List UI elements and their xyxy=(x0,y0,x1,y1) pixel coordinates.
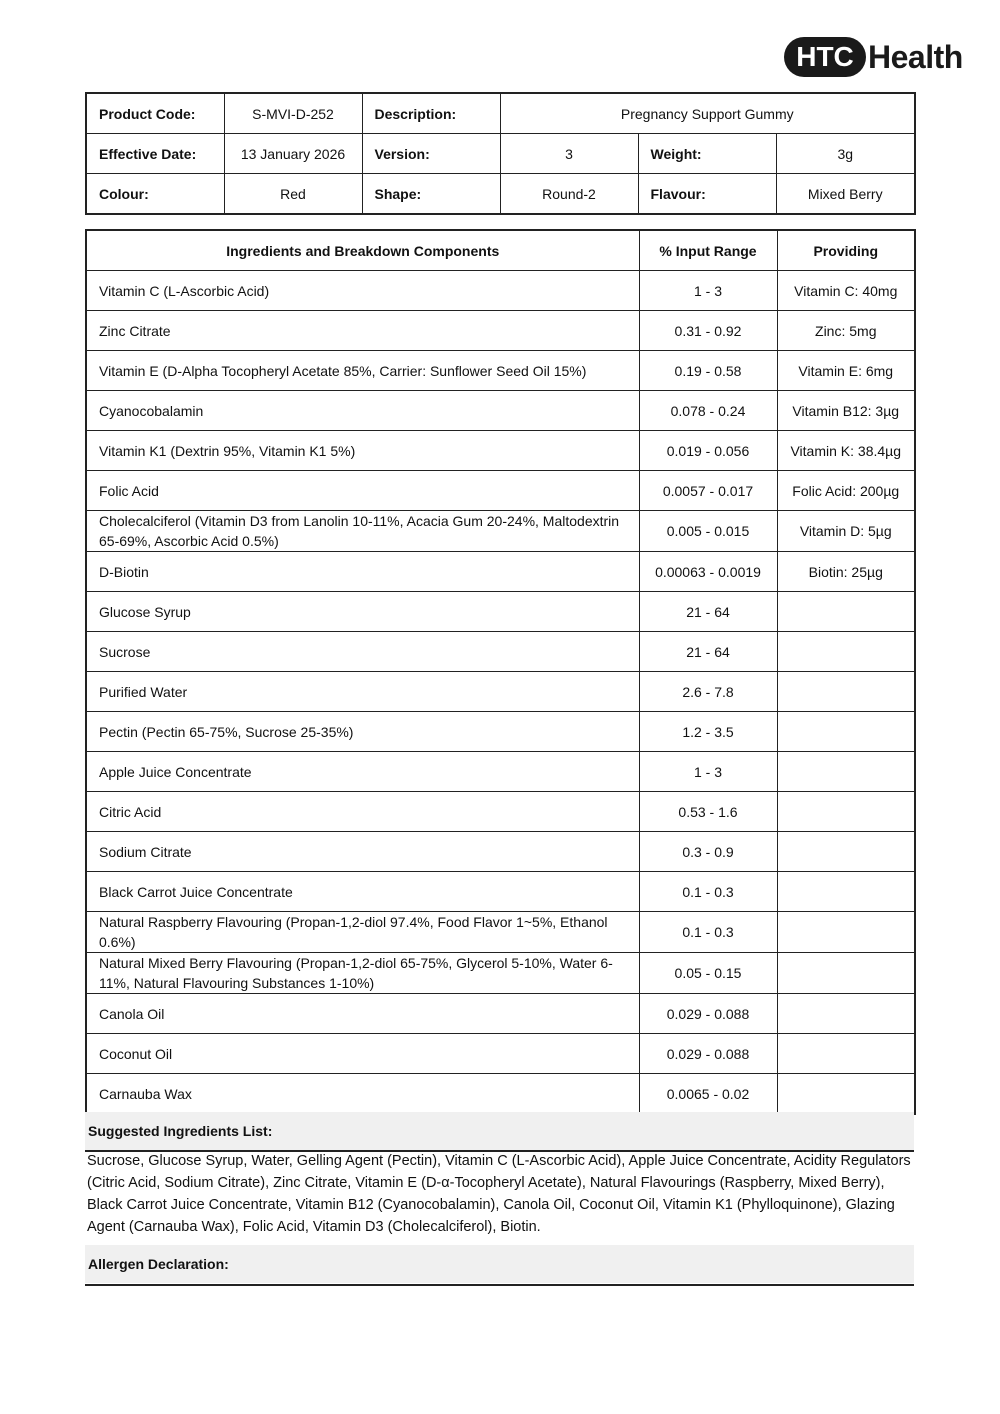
colour-label: Colour: xyxy=(86,174,224,215)
table-row xyxy=(86,471,915,511)
input-range-cell: 0.005 - 0.015 xyxy=(639,511,777,552)
providing-cell xyxy=(777,592,915,632)
table-row xyxy=(86,953,915,994)
input-range-cell: 2.6 - 7.8 xyxy=(639,672,777,712)
ingredient-name-cell: Vitamin C (L-Ascorbic Acid) xyxy=(86,271,639,311)
ingredient-name-cell: Natural Raspberry Flavouring (Propan-1,2-diol 97.4%, Food Flavor 1~5%, Ethanol 0.6%) xyxy=(86,912,639,953)
version-value: 3 xyxy=(500,134,638,174)
providing-cell xyxy=(777,1034,915,1074)
input-range-cell: 0.00063 - 0.0019 xyxy=(639,552,777,592)
column-header-ingredients: Ingredients and Breakdown Components xyxy=(86,230,639,271)
colour-value: Red xyxy=(224,174,362,215)
htc-health-logo xyxy=(784,36,963,78)
table-row xyxy=(86,311,915,351)
ingredients-header-row xyxy=(86,230,915,271)
providing-cell: Folic Acid: 200µg xyxy=(777,471,915,511)
info-row-1 xyxy=(86,93,915,134)
table-row xyxy=(86,912,915,953)
shape-value: Round-2 xyxy=(500,174,638,215)
input-range-cell: 0.31 - 0.92 xyxy=(639,311,777,351)
table-row xyxy=(86,552,915,592)
input-range-cell: 0.029 - 0.088 xyxy=(639,994,777,1034)
column-header-input-range: % Input Range xyxy=(639,230,777,271)
ingredient-name-cell: Carnauba Wax xyxy=(86,1074,639,1115)
providing-cell xyxy=(777,912,915,953)
table-row xyxy=(86,391,915,431)
table-row xyxy=(86,592,915,632)
providing-cell: Biotin: 25µg xyxy=(777,552,915,592)
weight-value: 3g xyxy=(776,134,915,174)
ingredient-name-cell: Vitamin E (D-Alpha Tocopheryl Acetate 85%, Carrier: Sunflower Seed Oil 15%) xyxy=(86,351,639,391)
ingredient-name-cell: Sucrose xyxy=(86,632,639,672)
providing-cell xyxy=(777,953,915,994)
providing-cell xyxy=(777,712,915,752)
providing-cell xyxy=(777,994,915,1034)
providing-cell: Vitamin K: 38.4µg xyxy=(777,431,915,471)
ingredient-name-cell: Vitamin K1 (Dextrin 95%, Vitamin K1 5%) xyxy=(86,431,639,471)
product-code-value: S-MVI-D-252 xyxy=(224,93,362,134)
column-header-providing: Providing xyxy=(777,230,915,271)
table-row xyxy=(86,832,915,872)
info-row-2 xyxy=(86,134,915,174)
input-range-cell: 1.2 - 3.5 xyxy=(639,712,777,752)
input-range-cell: 0.0057 - 0.017 xyxy=(639,471,777,511)
providing-cell: Vitamin C: 40mg xyxy=(777,271,915,311)
providing-cell xyxy=(777,792,915,832)
providing-cell xyxy=(777,1074,915,1115)
weight-label: Weight: xyxy=(638,134,776,174)
input-range-cell: 0.1 - 0.3 xyxy=(639,872,777,912)
description-label: Description: xyxy=(362,93,500,134)
ingredient-name-cell: Citric Acid xyxy=(86,792,639,832)
ingredient-name-cell: Cyanocobalamin xyxy=(86,391,639,431)
ingredient-name-cell: D-Biotin xyxy=(86,552,639,592)
ingredient-name-cell: Folic Acid xyxy=(86,471,639,511)
providing-cell: Vitamin D: 5µg xyxy=(777,511,915,552)
allergen-declaration-heading: Allergen Declaration: xyxy=(85,1245,914,1283)
ingredient-name-cell: Sodium Citrate xyxy=(86,832,639,872)
table-row xyxy=(86,672,915,712)
providing-cell xyxy=(777,752,915,792)
info-row-3 xyxy=(86,174,915,215)
ingredients-body xyxy=(86,271,915,1115)
table-row xyxy=(86,1034,915,1074)
table-row xyxy=(86,271,915,311)
ingredient-name-cell: Black Carrot Juice Concentrate xyxy=(86,872,639,912)
input-range-cell: 0.0065 - 0.02 xyxy=(639,1074,777,1115)
logo-wordmark: Health xyxy=(868,38,963,75)
section-divider xyxy=(85,1284,914,1286)
input-range-cell: 0.05 - 0.15 xyxy=(639,953,777,994)
input-range-cell: 21 - 64 xyxy=(639,592,777,632)
input-range-cell: 21 - 64 xyxy=(639,632,777,672)
ingredient-name-cell: Canola Oil xyxy=(86,994,639,1034)
providing-cell xyxy=(777,672,915,712)
input-range-cell: 0.3 - 0.9 xyxy=(639,832,777,872)
version-label: Version: xyxy=(362,134,500,174)
suggested-ingredients-heading: Suggested Ingredients List: xyxy=(85,1112,914,1150)
providing-cell: Vitamin B12: 3µg xyxy=(777,391,915,431)
input-range-cell: 0.078 - 0.24 xyxy=(639,391,777,431)
table-row xyxy=(86,872,915,912)
ingredients-table xyxy=(85,229,916,1115)
table-row xyxy=(86,351,915,391)
product-code-label: Product Code: xyxy=(86,93,224,134)
ingredient-name-cell: Coconut Oil xyxy=(86,1034,639,1074)
input-range-cell: 0.1 - 0.3 xyxy=(639,912,777,953)
providing-cell xyxy=(777,872,915,912)
ingredient-name-cell: Cholecalciferol (Vitamin D3 from Lanolin 10-11%, Acacia Gum 20-24%, Maltodextrin 65-69%, Ascorbic Acid 0.5%) xyxy=(86,511,639,552)
table-row xyxy=(86,511,915,552)
logo-mark-text: HTC xyxy=(796,41,854,72)
flavour-label: Flavour: xyxy=(638,174,776,215)
input-range-cell: 0.19 - 0.58 xyxy=(639,351,777,391)
table-row xyxy=(86,1074,915,1115)
providing-cell: Vitamin E: 6mg xyxy=(777,351,915,391)
table-row xyxy=(86,752,915,792)
effective-date-label: Effective Date: xyxy=(86,134,224,174)
ingredient-name-cell: Glucose Syrup xyxy=(86,592,639,632)
suggested-ingredients-text: Sucrose, Glucose Syrup, Water, Gelling Agent (Pectin), Vitamin C (L-Ascorbic Acid), Apple Juice Concentrate, Acidity Regulators (Citric Acid, Sodium Citrate), Zinc Citrate, Vitamin E (D-α-Tocopheryl Acetate), Natural Flavourings (Raspberry, Mixed Berry), Black Carrot Juice Concentrate, Vitamin B12 (Cyanocobalamin), Canola Oil, Coconut Oil, Vitamin K1 (Phylloquinone), Glazing Agent (Carnauba Wax), Folic Acid, Vitamin D3 (Cholecalciferol), Biotin. xyxy=(87,1153,911,1235)
shape-label: Shape: xyxy=(362,174,500,215)
ingredient-name-cell: Zinc Citrate xyxy=(86,311,639,351)
input-range-cell: 0.53 - 1.6 xyxy=(639,792,777,832)
table-row xyxy=(86,431,915,471)
logo-mark xyxy=(784,37,866,77)
providing-cell: Zinc: 5mg xyxy=(777,311,915,351)
table-row xyxy=(86,712,915,752)
input-range-cell: 1 - 3 xyxy=(639,271,777,311)
description-value: Pregnancy Support Gummy xyxy=(500,93,915,134)
ingredient-name-cell: Apple Juice Concentrate xyxy=(86,752,639,792)
input-range-cell: 0.029 - 0.088 xyxy=(639,1034,777,1074)
ingredient-name-cell: Pectin (Pectin 65-75%, Sucrose 25-35%) xyxy=(86,712,639,752)
effective-date-value: 13 January 2026 xyxy=(224,134,362,174)
table-row xyxy=(86,632,915,672)
ingredient-name-cell: Purified Water xyxy=(86,672,639,712)
providing-cell xyxy=(777,832,915,872)
table-row xyxy=(86,994,915,1034)
product-info-table xyxy=(85,92,916,215)
flavour-value: Mixed Berry xyxy=(776,174,915,215)
table-row xyxy=(86,792,915,832)
ingredient-name-cell: Natural Mixed Berry Flavouring (Propan-1,2-diol 65-75%, Glycerol 5-10%, Water 6-11%, Natural Flavouring Substances 1-10%) xyxy=(86,953,639,994)
input-range-cell: 0.019 - 0.056 xyxy=(639,431,777,471)
providing-cell xyxy=(777,632,915,672)
input-range-cell: 1 - 3 xyxy=(639,752,777,792)
